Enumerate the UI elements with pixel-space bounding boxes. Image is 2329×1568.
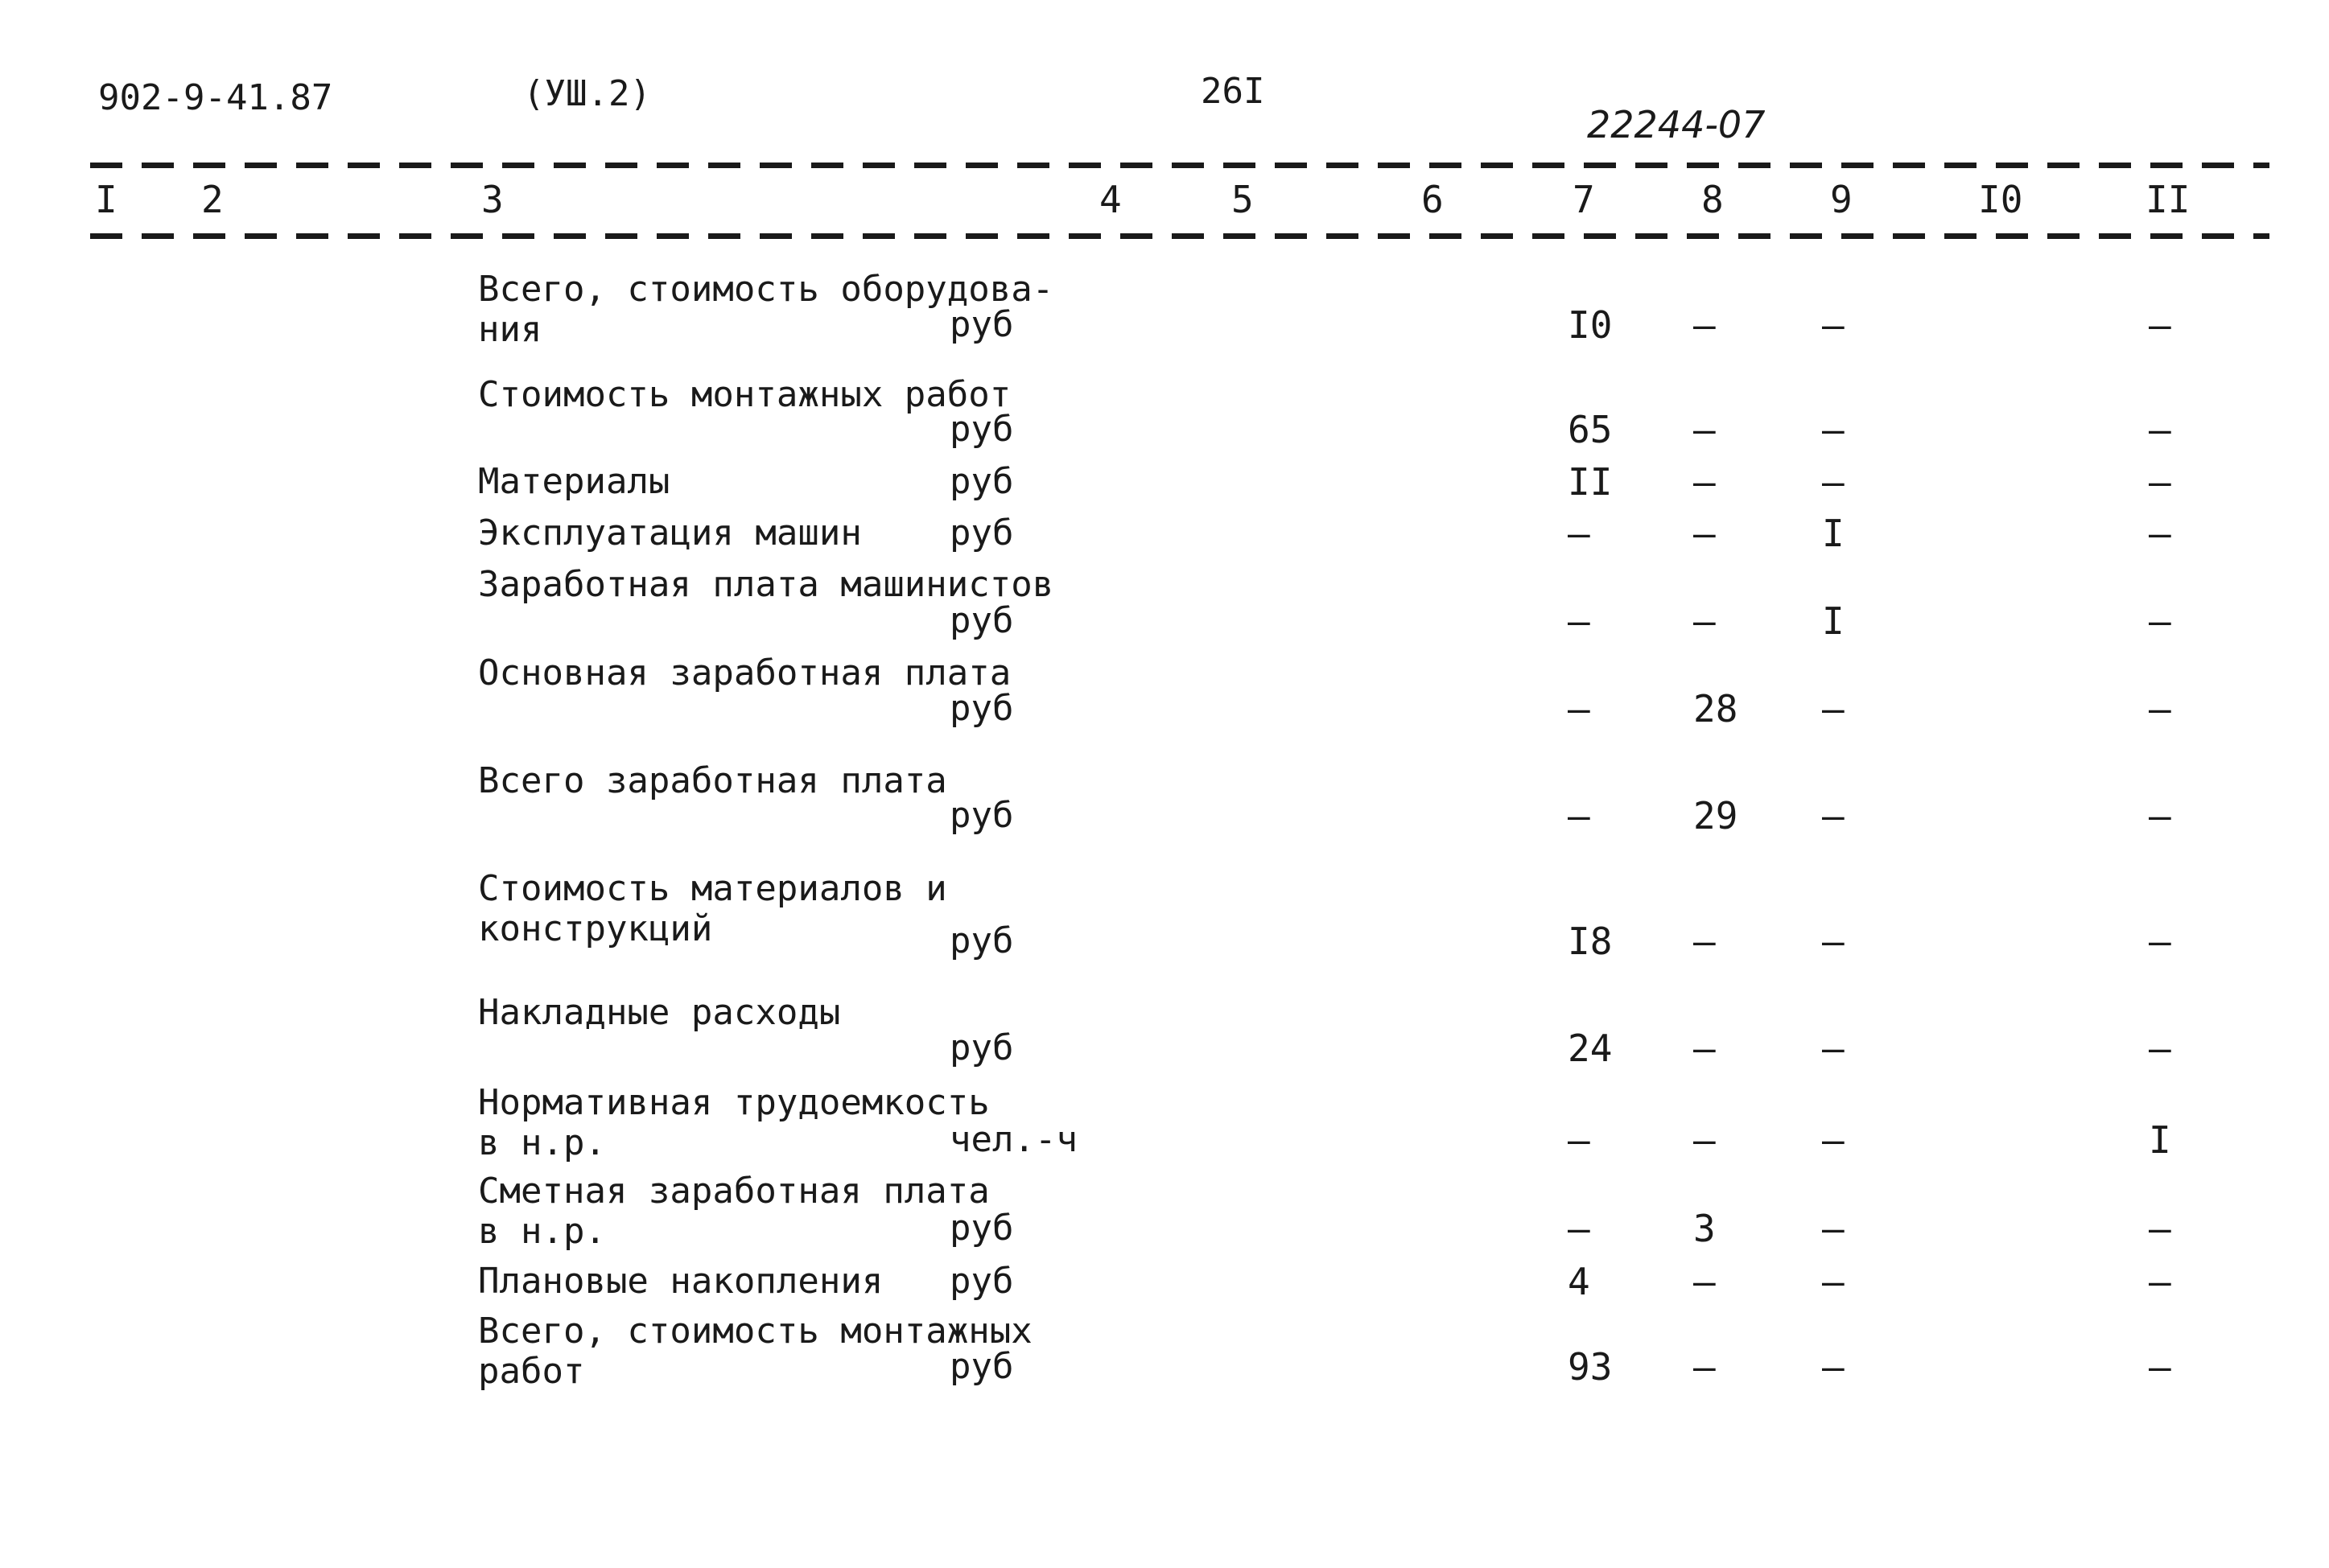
cell-col11: – <box>2149 1345 2171 1389</box>
cell-col11: – <box>2149 1260 2171 1303</box>
cell-col8: – <box>1693 512 1716 555</box>
cell-col9: – <box>1822 1027 1845 1070</box>
cell-col9: – <box>1822 794 1845 838</box>
page-number: 26I <box>1201 71 1265 112</box>
column-header-6: 6 <box>1421 178 1444 221</box>
cell-col7: 4 <box>1568 1260 1590 1303</box>
cell-col7: 65 <box>1568 408 1613 451</box>
cell-col8: – <box>1693 1118 1716 1162</box>
cell-col7: – <box>1568 1118 1590 1162</box>
cell-col7: – <box>1568 687 1590 730</box>
document-code: 902-9-41.87 <box>98 77 333 118</box>
row-label-installation-total: Всего, стоимость монтажных работ <box>478 1311 1033 1392</box>
cell-col8: 28 <box>1693 687 1738 730</box>
cell-col11: – <box>2149 460 2171 504</box>
row-unit: руб <box>950 304 1014 345</box>
cell-col8: – <box>1693 1260 1716 1303</box>
cell-col11: – <box>2149 303 2171 347</box>
cell-col11: I <box>2149 1118 2171 1162</box>
cell-col11: – <box>2149 599 2171 643</box>
row-unit: руб <box>950 409 1014 450</box>
cell-col7: 24 <box>1568 1027 1613 1070</box>
cell-col8: – <box>1693 1027 1716 1070</box>
cell-col9: – <box>1822 303 1845 347</box>
row-label-machine-operation: Эксплуатация машин <box>478 512 862 554</box>
cell-col9: – <box>1822 408 1845 451</box>
row-label-equipment-total: Всего, стоимость оборудова- ния <box>478 269 1054 350</box>
column-header-5: 5 <box>1231 178 1254 221</box>
row-label-total-wages: Всего заработная плата <box>478 760 947 801</box>
cell-col8: – <box>1693 599 1716 643</box>
cell-col8: – <box>1693 460 1716 504</box>
cell-col11: – <box>2149 794 2171 838</box>
cell-col7: I8 <box>1568 920 1613 963</box>
row-unit: руб <box>950 1261 1014 1302</box>
row-label-base-wages: Основная заработная плата <box>478 652 1012 693</box>
cell-col11: – <box>2149 1027 2171 1070</box>
cell-col8: – <box>1693 408 1716 451</box>
row-unit: руб <box>950 512 1014 554</box>
cell-col9: I <box>1822 599 1845 643</box>
cell-col11: – <box>2149 408 2171 451</box>
cell-col7: – <box>1568 1207 1590 1250</box>
cell-col8: 29 <box>1693 794 1738 838</box>
column-header-11: II <box>2146 178 2191 221</box>
row-label-overhead: Накладные расходы <box>478 992 841 1033</box>
column-header-3: 3 <box>481 178 504 221</box>
archive-stamp-number: 22244-07 <box>1587 103 1766 146</box>
column-header-9: 9 <box>1830 178 1853 221</box>
row-unit: руб <box>950 1208 1014 1249</box>
cell-col7: II <box>1568 460 1613 504</box>
cell-col9: – <box>1822 920 1845 963</box>
header-divider-top <box>90 163 2269 168</box>
cell-col9: – <box>1822 1260 1845 1303</box>
cell-col7: 93 <box>1568 1345 1613 1389</box>
cell-col7: – <box>1568 794 1590 838</box>
cell-col9: I <box>1822 512 1845 555</box>
cell-col8: 3 <box>1693 1207 1716 1250</box>
cell-col9: – <box>1822 687 1845 730</box>
row-unit: чел.-ч <box>950 1119 1078 1160</box>
row-unit: руб <box>950 461 1014 502</box>
row-unit: руб <box>950 600 1014 641</box>
cell-col11: – <box>2149 1207 2171 1250</box>
row-label-labor-intensity: Нормативная трудоемкость в н.р. <box>478 1082 990 1163</box>
section-label: (УШ.2) <box>523 73 651 114</box>
row-label-materials-structures: Стоимость материалов и конструкций <box>478 868 947 949</box>
cell-col9: – <box>1822 1207 1845 1250</box>
cell-col7: I0 <box>1568 303 1613 347</box>
cell-col7: – <box>1568 512 1590 555</box>
row-label-installation-cost: Стоимость монтажных работ <box>478 374 1012 415</box>
header-divider-bottom <box>90 233 2269 239</box>
column-header-4: 4 <box>1099 178 1122 221</box>
cell-col8: – <box>1693 1345 1716 1389</box>
row-label-planned-savings: Плановые накопления <box>478 1261 884 1302</box>
cell-col9: – <box>1822 460 1845 504</box>
cell-col11: – <box>2149 512 2171 555</box>
row-label-machinist-wages: Заработная плата машинистов <box>478 564 1054 605</box>
row-unit: руб <box>950 1346 1014 1387</box>
column-header-1: I <box>95 178 117 221</box>
row-unit: руб <box>950 920 1014 961</box>
cell-col8: – <box>1693 920 1716 963</box>
column-header-7: 7 <box>1573 178 1595 221</box>
row-unit: руб <box>950 688 1014 729</box>
cell-col8: – <box>1693 303 1716 347</box>
cell-col7: – <box>1568 599 1590 643</box>
cell-col11: – <box>2149 687 2171 730</box>
cell-col9: – <box>1822 1118 1845 1162</box>
column-header-2: 2 <box>201 178 224 221</box>
cell-col9: – <box>1822 1345 1845 1389</box>
row-label-estimated-wages: Сметная заработная плата в н.р. <box>478 1171 990 1252</box>
column-header-8: 8 <box>1701 178 1724 221</box>
row-label-materials: Материалы <box>478 461 670 502</box>
column-header-10: I0 <box>1978 178 2023 221</box>
row-unit: руб <box>950 1027 1014 1068</box>
cell-col11: – <box>2149 920 2171 963</box>
row-unit: руб <box>950 795 1014 836</box>
